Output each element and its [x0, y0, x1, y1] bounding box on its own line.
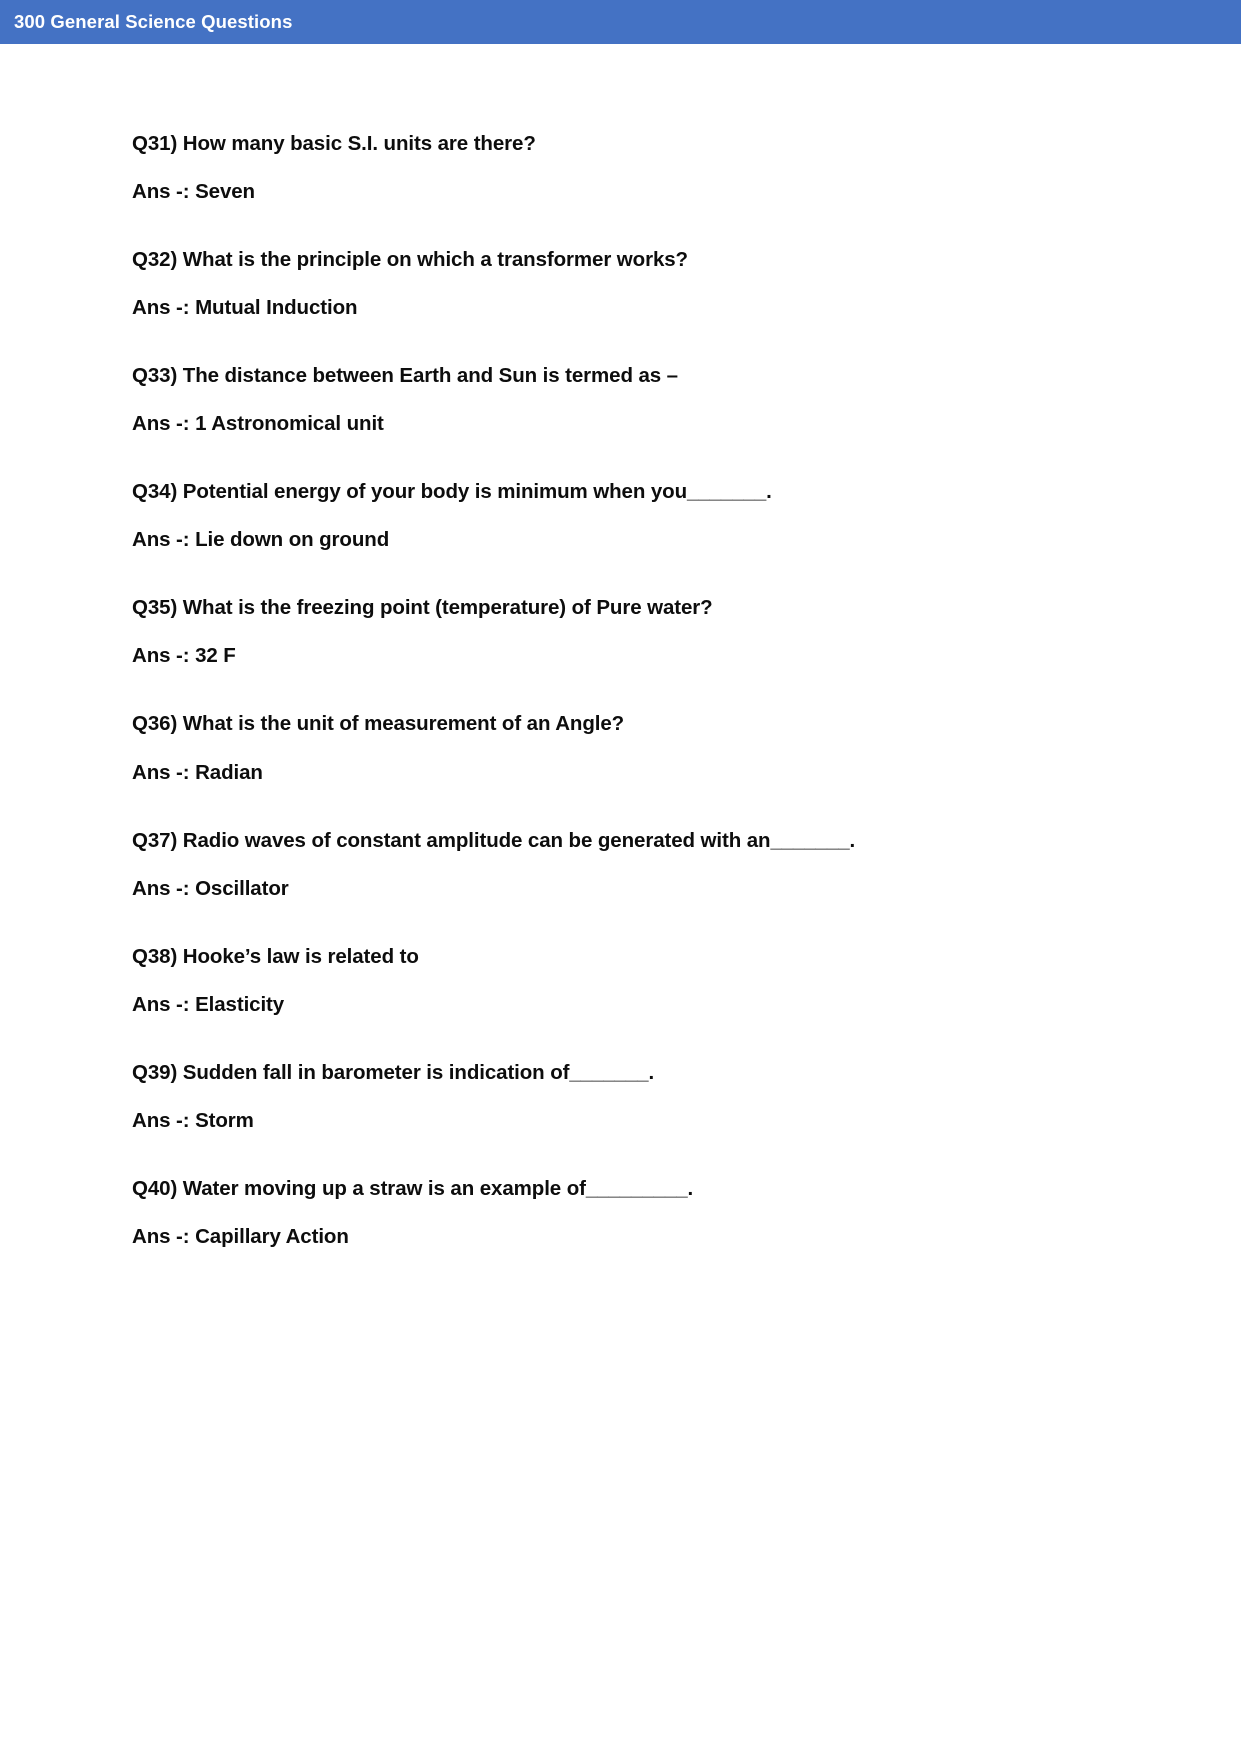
- question-text: Q40) Water moving up a straw is an example of_________.: [132, 1176, 694, 1200]
- qa-block: [0, 1175, 1241, 1250]
- answer-text: Ans -: Capillary Action: [132, 1224, 349, 1248]
- question-text: Q35) What is the freezing point (temperature) of Pure water?: [132, 596, 713, 620]
- answer-text: Ans -: Elasticity: [132, 992, 285, 1016]
- qa-block: [0, 130, 1241, 205]
- qa-block: [0, 1059, 1241, 1134]
- qa-block: [0, 594, 1241, 669]
- answer-text: Ans -: 32 F: [132, 644, 236, 668]
- question-text: Q34) Potential energy of your body is minimum when you_______.: [132, 480, 772, 504]
- question-text: Q36) What is the unit of measurement of an Angle?: [132, 712, 625, 736]
- question-text: Q39) Sudden fall in barometer is indication of_______.: [132, 1060, 655, 1084]
- question-answer-list: [0, 130, 1241, 1250]
- answer-text: Ans -: Mutual Induction: [132, 296, 358, 320]
- question-text: Q38) Hooke’s law is related to: [132, 944, 419, 968]
- qa-block: [0, 943, 1241, 1018]
- qa-block: [0, 246, 1241, 321]
- question-text: Q31) How many basic S.I. units are there?: [132, 132, 536, 155]
- qa-block: [0, 478, 1241, 553]
- page-title: 300 General Science Questions: [14, 10, 293, 32]
- answer-text: Ans -: Oscillator: [132, 876, 289, 900]
- question-text: Q32) What is the principle on which a transformer works?: [132, 248, 688, 272]
- question-text: Q33) The distance between Earth and Sun is termed as –: [132, 364, 678, 388]
- page-header-bar: [0, 0, 1241, 44]
- answer-text: Ans -: Radian: [132, 760, 263, 784]
- qa-block: [0, 362, 1241, 437]
- answer-text: Ans -: Lie down on ground: [132, 528, 390, 552]
- document-body: [0, 44, 1241, 1250]
- question-text: Q37) Radio waves of constant amplitude can be generated with an_______.: [132, 828, 856, 852]
- answer-text: Ans -: 1 Astronomical unit: [132, 412, 384, 436]
- answer-text: Ans -: Storm: [132, 1108, 254, 1132]
- answer-text: Ans -: Seven: [132, 180, 255, 204]
- qa-block: [0, 710, 1241, 785]
- qa-block: [0, 827, 1241, 902]
